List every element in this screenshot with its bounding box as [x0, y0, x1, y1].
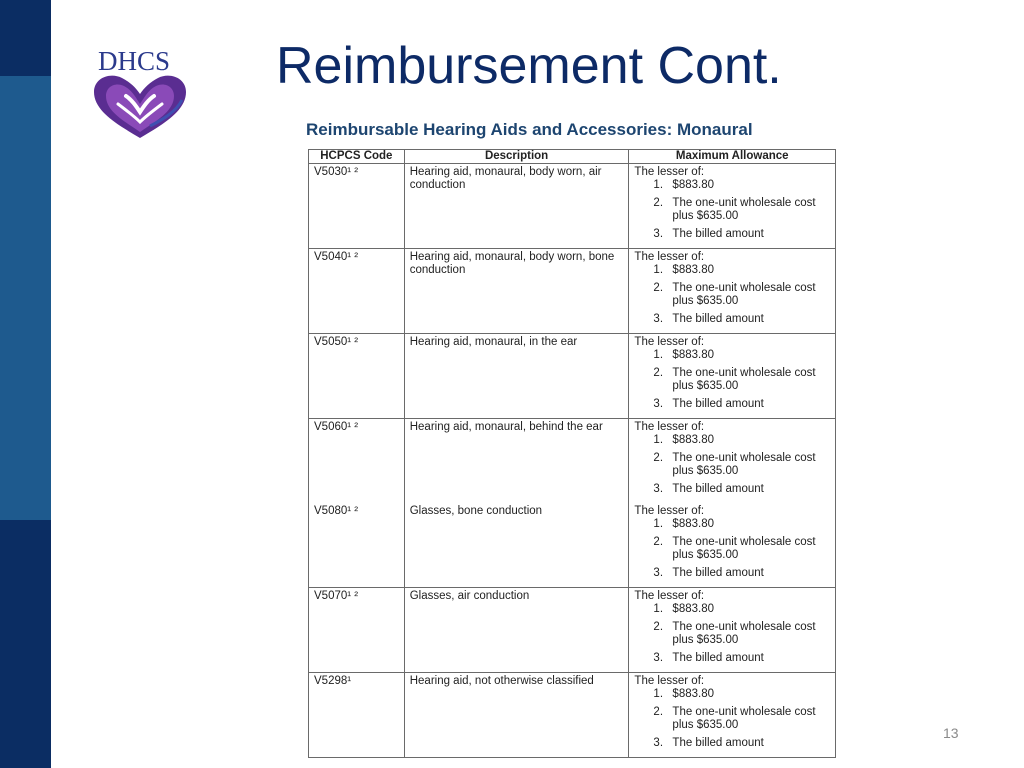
- maximum-allowance-cell: [629, 588, 836, 673]
- allowance-item: [653, 688, 830, 701]
- allowance-item-number: 1.: [653, 264, 664, 276]
- hcpcs-code-cell: V5050¹ ²: [309, 334, 405, 419]
- sidebar-bottom-band: [0, 520, 51, 768]
- allowance-item-text: The one-unit wholesale cost plus $635.00: [672, 282, 816, 307]
- description-cell: Hearing aid, not otherwise classified: [404, 673, 629, 758]
- table-row: [309, 419, 836, 504]
- allowance-item-text: The one-unit wholesale cost plus $635.00: [672, 197, 816, 222]
- allowance-lead: The lesser of:: [634, 336, 705, 348]
- hcpcs-code-cell: V5070¹ ²: [309, 588, 405, 673]
- allowance-item-text: The billed amount: [672, 483, 764, 495]
- table-row: [309, 588, 836, 673]
- allowance-item-number: 2.: [653, 197, 664, 209]
- page-title: Reimbursement Cont.: [276, 37, 782, 95]
- allowance-lead: The lesser of:: [634, 166, 705, 178]
- allowance-item: [653, 706, 830, 732]
- allowance-item-number: 2.: [653, 536, 664, 548]
- allowance-item-number: 3.: [653, 313, 664, 325]
- table-row: [309, 334, 836, 419]
- table-row: [309, 164, 836, 249]
- allowance-item-number: 3.: [653, 737, 664, 749]
- header-hcpcs-code: HCPCS Code: [309, 150, 405, 164]
- allowance-item-number: 2.: [653, 367, 664, 379]
- allowance-lead: The lesser of:: [634, 421, 705, 433]
- allowance-item-text: The billed amount: [672, 228, 764, 240]
- allowance-item: [653, 567, 830, 580]
- allowance-item: [653, 349, 830, 362]
- description-cell: Glasses, air conduction: [404, 588, 629, 673]
- allowance-item-text: $883.80: [672, 349, 714, 361]
- allowance-item-number: 3.: [653, 567, 664, 579]
- sidebar-top-band: [0, 0, 51, 76]
- allowance-item-text: $883.80: [672, 179, 714, 191]
- allowance-item-text: The one-unit wholesale cost plus $635.00: [672, 706, 816, 731]
- allowance-item-text: The billed amount: [672, 652, 764, 664]
- maximum-allowance-cell: [629, 164, 836, 249]
- allowance-list: [634, 349, 830, 411]
- allowance-item: [653, 434, 830, 447]
- allowance-lead: The lesser of:: [634, 590, 705, 602]
- allowance-item: [653, 367, 830, 393]
- allowance-item-text: The one-unit wholesale cost plus $635.00: [672, 621, 816, 646]
- logo-text: DHCS: [98, 46, 171, 76]
- allowance-item: [653, 452, 830, 478]
- allowance-item-number: 3.: [653, 483, 664, 495]
- allowance-list: [634, 603, 830, 665]
- allowance-item-text: $883.80: [672, 264, 714, 276]
- allowance-item: [653, 179, 830, 192]
- allowance-lead: The lesser of:: [634, 505, 705, 517]
- allowance-item-text: The one-unit wholesale cost plus $635.00: [672, 452, 816, 477]
- allowance-item: [653, 621, 830, 647]
- allowance-item-text: $883.80: [672, 518, 714, 530]
- table-row: [309, 673, 836, 758]
- allowance-item-number: 1.: [653, 349, 664, 361]
- maximum-allowance-cell: [629, 673, 836, 758]
- allowance-item-number: 1.: [653, 179, 664, 191]
- description-cell: Hearing aid, monaural, behind the ear: [404, 419, 629, 504]
- table-header-row: [309, 150, 836, 164]
- table-row: [309, 503, 836, 588]
- allowance-item-number: 3.: [653, 228, 664, 240]
- allowance-item: [653, 483, 830, 496]
- allowance-lead: The lesser of:: [634, 675, 705, 687]
- allowance-item-number: 1.: [653, 518, 664, 530]
- allowance-item-number: 3.: [653, 398, 664, 410]
- hcpcs-code-cell: V5080¹ ²: [309, 503, 405, 588]
- allowance-item-number: 3.: [653, 652, 664, 664]
- allowance-item: [653, 228, 830, 241]
- allowance-item: [653, 282, 830, 308]
- table-row: [309, 249, 836, 334]
- allowance-item-number: 2.: [653, 706, 664, 718]
- description-cell: Hearing aid, monaural, body worn, air conduction: [404, 164, 629, 249]
- allowance-item-text: The billed amount: [672, 398, 764, 410]
- page-number: 13: [943, 725, 959, 741]
- allowance-item-text: The billed amount: [672, 567, 764, 579]
- allowance-item-text: $883.80: [672, 603, 714, 615]
- allowance-list: [634, 688, 830, 750]
- allowance-item-number: 1.: [653, 603, 664, 615]
- description-cell: Hearing aid, monaural, body worn, bone conduction: [404, 249, 629, 334]
- header-maximum-allowance: Maximum Allowance: [629, 150, 836, 164]
- allowance-item: [653, 737, 830, 750]
- hcpcs-code-cell: V5040¹ ²: [309, 249, 405, 334]
- description-cell: Hearing aid, monaural, in the ear: [404, 334, 629, 419]
- allowance-item-text: $883.80: [672, 434, 714, 446]
- allowance-item-text: The one-unit wholesale cost plus $635.00: [672, 536, 816, 561]
- maximum-allowance-cell: [629, 334, 836, 419]
- allowance-item-text: The one-unit wholesale cost plus $635.00: [672, 367, 816, 392]
- header-description: Description: [404, 150, 629, 164]
- allowance-item: [653, 536, 830, 562]
- allowance-item: [653, 313, 830, 326]
- hcpcs-code-cell: V5298¹: [309, 673, 405, 758]
- allowance-item: [653, 518, 830, 531]
- maximum-allowance-cell: [629, 249, 836, 334]
- table-subtitle: Reimbursable Hearing Aids and Accessories: Monaural: [306, 120, 753, 139]
- description-cell: Glasses, bone conduction: [404, 503, 629, 588]
- maximum-allowance-cell: [629, 503, 836, 588]
- allowance-list: [634, 264, 830, 326]
- hcpcs-code-cell: V5060¹ ²: [309, 419, 405, 504]
- allowance-item-number: 1.: [653, 688, 664, 700]
- hcpcs-code-cell: V5030¹ ²: [309, 164, 405, 249]
- allowance-list: [634, 179, 830, 241]
- sidebar-middle-band: [0, 76, 51, 520]
- allowance-item-number: 2.: [653, 621, 664, 633]
- heart-hands-icon: [90, 72, 190, 142]
- allowance-item-text: $883.80: [672, 688, 714, 700]
- allowance-item: [653, 264, 830, 277]
- allowance-item: [653, 197, 830, 223]
- allowance-item-text: The billed amount: [672, 313, 764, 325]
- dhcs-logo: [90, 44, 190, 144]
- allowance-list: [634, 434, 830, 496]
- allowance-item: [653, 398, 830, 411]
- reimbursement-table: [308, 149, 836, 758]
- allowance-item-number: 1.: [653, 434, 664, 446]
- allowance-list: [634, 518, 830, 580]
- allowance-item-number: 2.: [653, 452, 664, 464]
- maximum-allowance-cell: [629, 419, 836, 504]
- allowance-item: [653, 652, 830, 665]
- sidebar-decoration: [0, 0, 51, 768]
- allowance-item-number: 2.: [653, 282, 664, 294]
- allowance-item-text: The billed amount: [672, 737, 764, 749]
- allowance-item: [653, 603, 830, 616]
- allowance-lead: The lesser of:: [634, 251, 705, 263]
